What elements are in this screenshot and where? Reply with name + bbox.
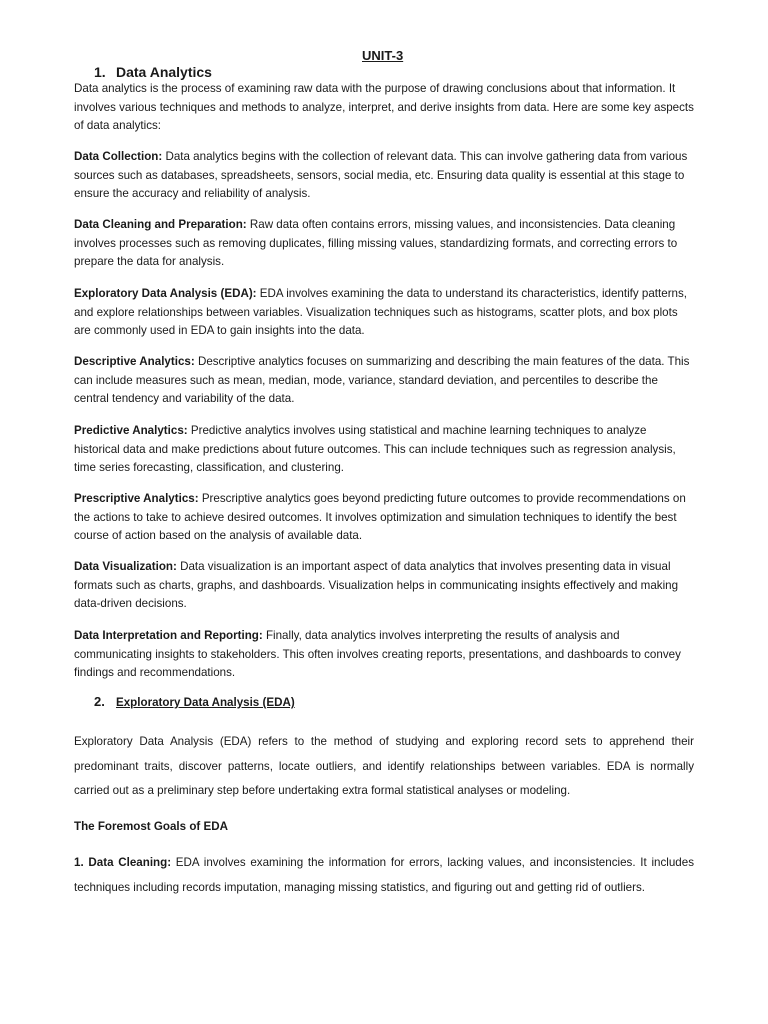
section1-intro: Data analytics is the process of examining raw data with the purpose of drawing conclusions about that information. It involves various techniques and methods to analyze, interpret, and derive insights from data. Here are some key aspects of data analytics: bbox=[74, 82, 694, 133]
paragraph-predictive-analytics: Predictive Analytics: Predictive analytics involves using statistical and machine learning techniques to analyze historical data and make predictions about future outcomes. This can include techniques such as regression analysis, time series forecasting, classification, and clustering. bbox=[74, 424, 676, 475]
term-descriptive-analytics: Descriptive Analytics: bbox=[74, 355, 195, 368]
paragraph-data-cleaning-preparation: Data Cleaning and Preparation: Raw data often contains errors, missing values, and inconsistencies. Data cleaning involves processes such as removing duplicates, filling missing values, standardizing formats, and correcting errors to prepare the data for analysis. bbox=[74, 218, 678, 269]
goals-heading: The Foremost Goals of EDA bbox=[74, 820, 228, 833]
term-data-cleaning-preparation: Data Cleaning and Preparation: bbox=[74, 218, 247, 231]
section2-title: Exploratory Data Analysis (EDA) bbox=[116, 696, 295, 709]
section2-heading bbox=[94, 694, 295, 709]
section1-heading bbox=[94, 64, 212, 80]
term-data-collection: Data Collection: bbox=[74, 150, 163, 163]
paragraph-data-collection: Data Collection: Data analytics begins with the collection of relevant data. This can involve gathering data from various sources such as databases, spreadsheets, sensors, social media, etc. Ensuring data quality is essential at this stage to ensure the accuracy and reliability of analysis. bbox=[74, 150, 688, 201]
term-eda: Exploratory Data Analysis (EDA): bbox=[74, 287, 257, 300]
term-predictive-analytics: Predictive Analytics: bbox=[74, 424, 188, 437]
paragraph-prescriptive-analytics: Prescriptive Analytics: Prescriptive analytics goes beyond predicting future outcomes to provide recommendations on the actions to take to achieve desired outcomes. It involves optimization and simulation techniques to identify the best course of action based on the analysis of available data. bbox=[74, 492, 686, 543]
paragraph-data-interpretation-reporting: Data Interpretation and Reporting: Finally, data analytics involves interpreting the results of analysis and communicating insights to stakeholders. This often involves creating reports, presentations, and dashboards to convey findings and recommendations. bbox=[74, 629, 681, 680]
paragraph-descriptive-analytics: Descriptive Analytics: Descriptive analytics focuses on summarizing and describing the main features of the data. This can include measures such as mean, median, mode, variance, standard deviation, and percentiles to describe the central tendency and variability of the data. bbox=[74, 355, 690, 406]
unit-title: UNIT-3 bbox=[362, 48, 404, 63]
section1-number: 1. bbox=[94, 64, 106, 80]
paragraph-eda: Exploratory Data Analysis (EDA): EDA involves examining the data to understand its characteristics, identify patterns, and explore relationships between variables. Visualization techniques such as histograms, scatter plots, and box plots are commonly used in EDA to gain insights into the data. bbox=[74, 287, 688, 338]
section2-number: 2. bbox=[94, 694, 105, 709]
term-data-visualization: Data Visualization: bbox=[74, 560, 177, 573]
section1-title: Data Analytics bbox=[116, 64, 212, 80]
term-goal-data-cleaning: 1. Data Cleaning: bbox=[74, 856, 172, 869]
section2-intro: Exploratory Data Analysis (EDA) refers to the method of studying and exploring record sets to apprehend their predominant traits, discover patterns, locate outliers, and identify relationships between variables. EDA is normally carried out as a preliminary step before undertaking extra formal statistical analyses or modeling. bbox=[74, 735, 694, 798]
paragraph-goal-data-cleaning: 1. Data Cleaning: EDA involves examining the information for errors, lacking values, and inconsistencies. It includes techniques including records imputation, managing missing statistics, and figuring out and getting rid of outliers. bbox=[74, 856, 694, 894]
paragraph-data-visualization: Data Visualization: Data visualization is an important aspect of data analytics that involves presenting data in visual formats such as charts, graphs, and dashboards. Visualization helps in communicating insights effectively and making data-driven decisions. bbox=[74, 560, 679, 611]
term-data-interpretation-reporting: Data Interpretation and Reporting: bbox=[74, 629, 263, 642]
term-prescriptive-analytics: Prescriptive Analytics: bbox=[74, 492, 199, 505]
